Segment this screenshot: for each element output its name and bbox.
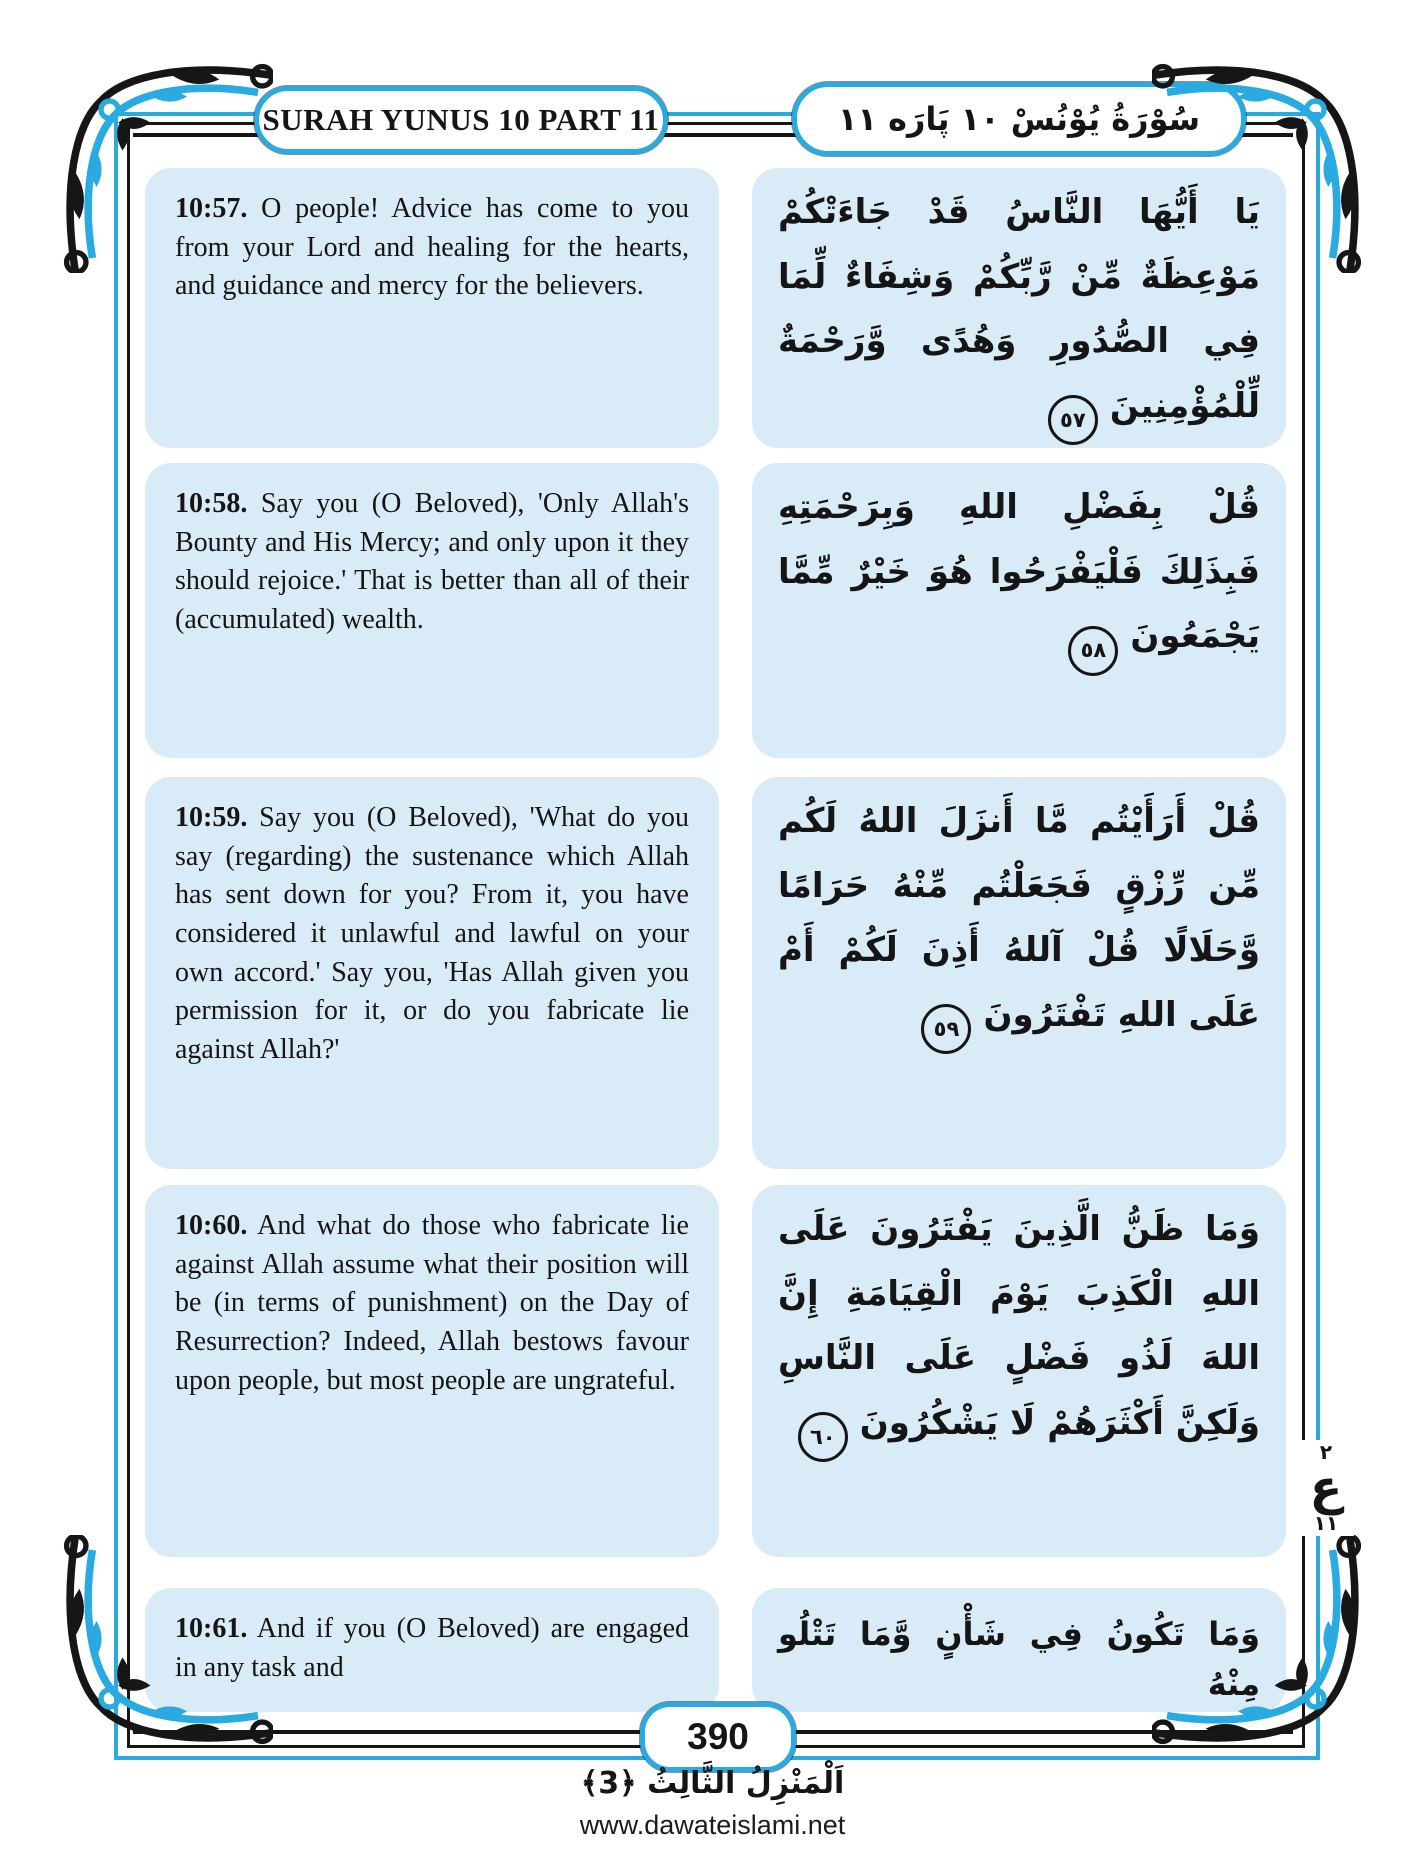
translation-text xyxy=(145,463,719,662)
corner-flourish-bottom-left xyxy=(58,1535,273,1750)
translation-box-10-59 xyxy=(145,777,719,1169)
verse-number: 10:58. xyxy=(175,488,248,519)
translation-box-10-58 xyxy=(145,463,719,758)
verse-number: 10:57. xyxy=(175,193,248,224)
corner-flourish-top-right xyxy=(1152,58,1367,273)
verse-translation: O people! Advice has come to you from your Lord and healing for the hearts, and guidance and mercy for the believers. xyxy=(175,193,689,302)
verse-end-mark: ٥٨ xyxy=(1068,626,1118,676)
verse-end-mark: ٥٩ xyxy=(921,1004,971,1054)
verse-end-mark: ٥٧ xyxy=(1048,395,1098,445)
manzil-label: اَلْمَنْزِلُ الثَّالِثُ ﴿3﴾ xyxy=(580,1766,845,1801)
verse-translation: Say you (O Beloved), 'What do you say (regarding) the sustenance which Allah has sent down for you? From it, you have considered it unlawful and lawful on your own accord.' Say you, 'Has Allah given you permission for it, or do you fabricate lie against Allah?' xyxy=(175,802,690,1065)
translation-text xyxy=(145,777,719,1091)
verse-number: 10:59. xyxy=(175,802,248,833)
verse-end-mark: ٦٠ xyxy=(798,1412,848,1462)
verse-arabic-text: قُلْ بِفَضْلِ اللهِ وَبِرَحْمَتِهِ فَبِذَلِكَ فَلْيَفْرَحُوا هُوَ خَيْرٌ مِّمَّا يَجْمَعُونَ xyxy=(778,487,1260,657)
verse-arabic-text: يَا أَيُّهَا النَّاسُ قَدْ جَاءَتْكُمْ مَوْعِظَةٌ مِّنْ رَّبِّكُمْ وَشِفَاءٌ لِّمَا فِي الصُّدُورِ وَهُدًى وَّرَحْمَةٌ لِّلْمُؤْمِنِينَ xyxy=(778,192,1260,426)
arabic-box-10-58 xyxy=(752,463,1286,758)
verse-number: 10:60. xyxy=(175,1210,248,1241)
verse-translation: And what do those who fabricate lie against Allah assume what their position will be (in terms of punishment) on the Day of Resurrection? Indeed, Allah bestows favour upon people, but most people are ungrateful. xyxy=(175,1210,689,1396)
ruku-margin-marker xyxy=(1298,1440,1354,1536)
header-title-english: SURAH YUNUS 10 PART 11 xyxy=(254,86,668,154)
verse-number: 10:61. xyxy=(175,1613,248,1644)
corner-flourish-bottom-right xyxy=(1152,1535,1367,1750)
page-number-pill: 390 xyxy=(640,1702,796,1772)
verse-arabic-text: وَمَا ظَنُّ الَّذِينَ يَفْتَرُونَ عَلَى اللهِ الْكَذِبَ يَوْمَ الْقِيَامَةِ إِنَّ اللهَ لَذُو فَضْلٍ عَلَى النَّاسِ وَلَكِنَّ أَكْثَرَهُمْ لَا يَشْكُرُونَ xyxy=(778,1209,1260,1443)
verse-arabic-text: وَمَا تَكُونُ فِي شَأْنٍ وَّمَا تَتْلُو مِنْهُ xyxy=(778,1615,1260,1703)
arabic-box-10-59 xyxy=(752,777,1286,1169)
verse-arabic-text: قُلْ أَرَأَيْتُم مَّا أَنزَلَ اللهُ لَكُم مِّن رِّزْقٍ فَجَعَلْتُم مِّنْهُ حَرَامًا وَّحَلَالًا قُلْ آللهُ أَذِنَ لَكُمْ أَمْ عَلَى اللهِ تَفْتَرُونَ xyxy=(778,801,1260,1035)
translation-box-10-60 xyxy=(145,1185,719,1557)
verse-translation: Say you (O Beloved), 'Only Allah's Bounty and His Mercy; and only upon it they should rejoice.' That is better than all of their (accumulated) wealth. xyxy=(175,488,690,635)
corner-flourish-top-left xyxy=(58,58,273,273)
ruku-count-top: ٢ xyxy=(1319,1440,1333,1464)
ruku-count-bottom: ١١ xyxy=(1313,1511,1339,1536)
arabic-box-10-60 xyxy=(752,1185,1286,1557)
website-link[interactable]: www.dawateislami.net xyxy=(579,1810,846,1840)
translation-text xyxy=(145,1185,719,1422)
header-title-arabic: سُوْرَةُ يُوْنُسْ ١٠ پَارَه ١١ xyxy=(792,82,1246,156)
ruku-ain-letter: ع xyxy=(1309,1460,1343,1516)
verse-translation: And if you (O Beloved) are engaged in any task and xyxy=(175,1613,689,1683)
